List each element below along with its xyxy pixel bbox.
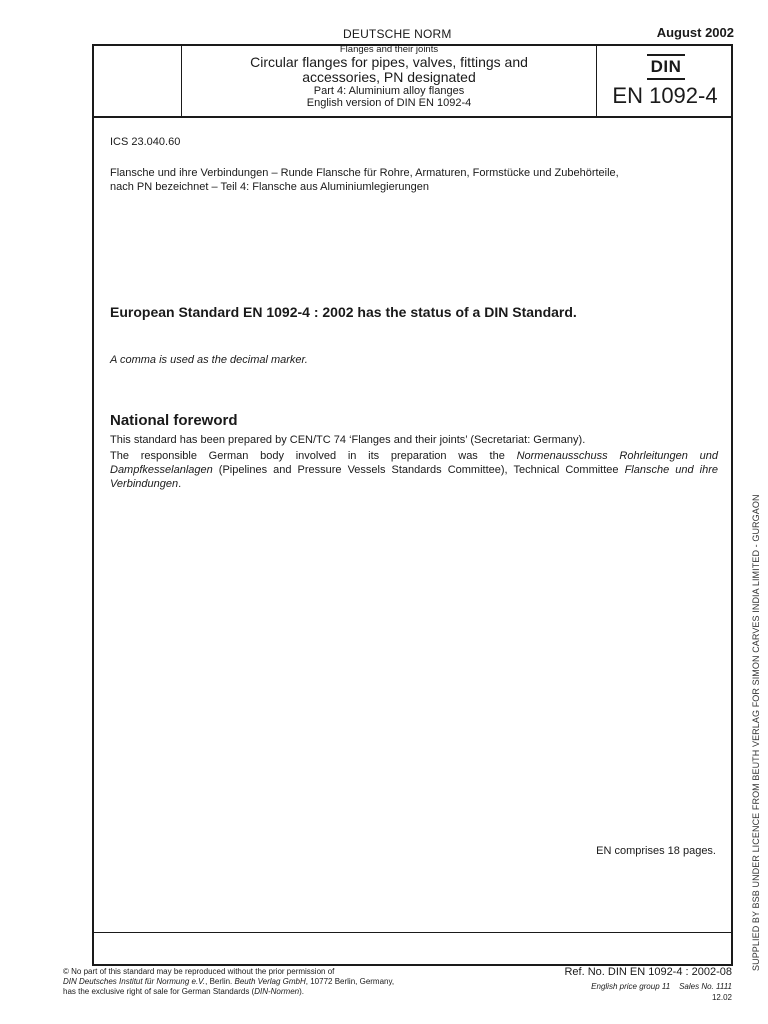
logo-bar-top: [647, 54, 685, 56]
publication-date: August 2002: [656, 25, 734, 40]
edition-code: 12.02: [711, 993, 732, 1002]
foreword-text: .: [178, 478, 182, 490]
main-title-line-1: Circular flanges for pipes, valves, fittings and: [250, 54, 528, 70]
price-info: [591, 982, 732, 991]
copyright-notice: [63, 967, 483, 997]
foreword-heading: National foreword: [110, 412, 238, 429]
copyright-text: ).: [299, 987, 304, 996]
copyright-text: , Berlin.: [205, 977, 235, 986]
foreword-paragraph-1: This standard has been prepared by CEN/TC 74 ‘Flanges and their joints’ (Secretariat: Germany).: [110, 434, 586, 446]
copyright-line-2: [63, 977, 483, 987]
logo-bar-bottom: [647, 78, 685, 80]
main-title-line-2: accessories, PN designated: [302, 69, 476, 85]
version-title: English version of DIN EN 1092-4: [306, 97, 472, 109]
foreword-text: The responsible German body involved in its preparation was the: [110, 450, 517, 462]
technical-committee-name: Flansche und ihre Verbindungen: [110, 464, 718, 490]
logo-text: DIN: [650, 57, 682, 76]
copyright-line-1: © No part of this standard may be reproduced without the prior permission of: [63, 967, 335, 976]
decimal-note: A comma is used as the decimal marker.: [110, 354, 308, 366]
din-normen: DIN-Normen: [254, 987, 300, 996]
german-title: [110, 166, 720, 194]
foreword-text: (Pipelines and Pressure Vessels Standards Committee), Technical Committee: [212, 464, 625, 476]
german-title-line-2: nach PN bezeichnet – Teil 4: Flansche aus Aluminiumlegierungen: [110, 181, 429, 193]
standard-number: EN 1092-4: [612, 83, 718, 108]
header-divider: [92, 116, 733, 118]
foreword-paragraph-2: [110, 449, 718, 491]
publisher-name: Beuth Verlag GmbH: [234, 977, 306, 986]
footer-divider: [92, 932, 733, 933]
status-statement: European Standard EN 1092-4 : 2002 has the status of a DIN Standard.: [110, 304, 577, 320]
reference-number: Ref. No. DIN EN 1092-4 : 2002-08: [564, 966, 732, 978]
din-institute: DIN Deutsches Institut für Normung e.V.: [63, 977, 206, 986]
norm-label: DEUTSCHE NORM: [343, 27, 452, 41]
subject-title: Flanges and their joints: [339, 44, 439, 55]
sales-number: Sales No. 1111: [679, 982, 732, 991]
copyright-text: has the exclusive right of sale for German Standards (: [63, 987, 255, 996]
din-logo: [646, 54, 686, 80]
title-block: [182, 45, 596, 109]
copyright-line-3: [63, 987, 483, 997]
licence-watermark: SUPPLIED BY BSB UNDER LICENCE FROM BEUTH VERLAG FOR SIMON CARVES INDIA LIMITED - GURGAON: [751, 494, 761, 971]
copyright-text: , 10772 Berlin, Germany,: [305, 977, 395, 986]
part-title: Part 4: Aluminium alloy flanges: [313, 85, 465, 97]
german-title-line-1: Flansche und ihre Verbindungen – Runde Flansche für Rohre, Armaturen, Formstücke und Zubehörteile,: [110, 167, 619, 179]
ics-code: ICS 23.040.60: [110, 136, 181, 148]
committee-name-german: Normenausschuss Rohrleitungen und Dampfkesselanlagen: [110, 450, 718, 476]
page-count: EN comprises 18 pages.: [596, 845, 716, 857]
price-group: English price group 11: [591, 982, 671, 991]
